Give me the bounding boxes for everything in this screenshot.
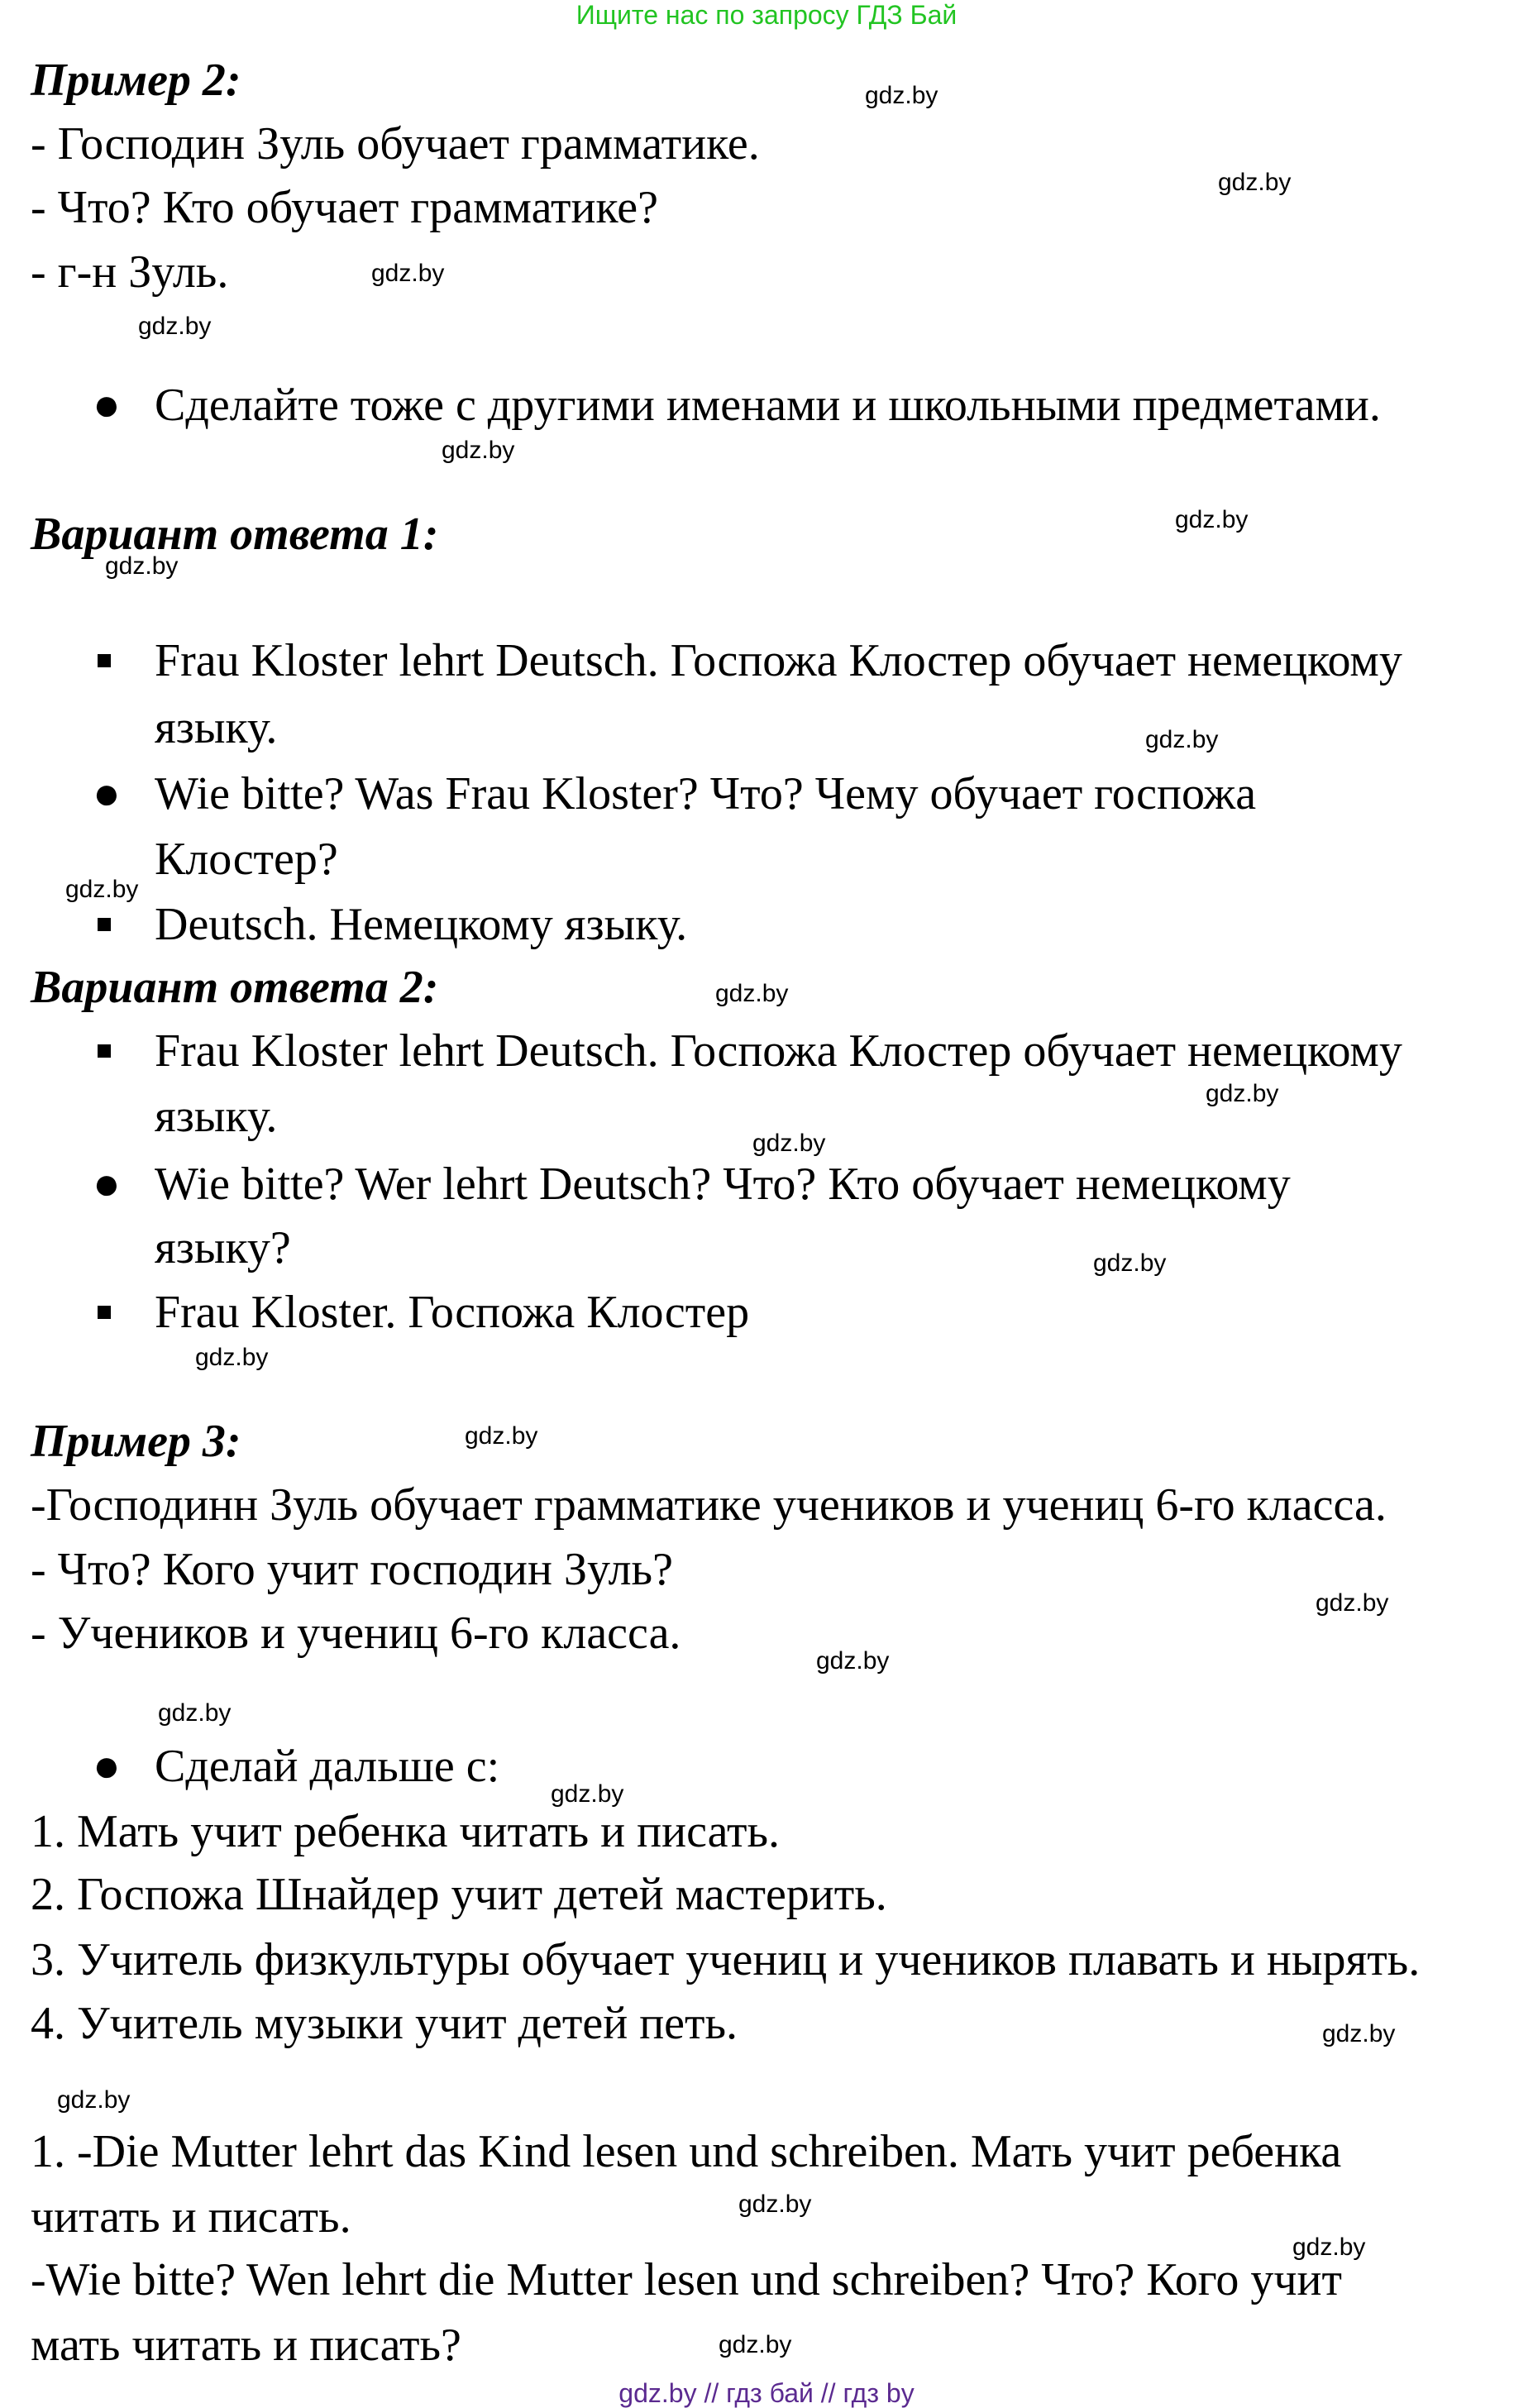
watermark: gdz.by: [371, 260, 445, 287]
list-item: Wie bitte? Was Frau Kloster? Что? Чему обучает госпожа: [155, 768, 1257, 819]
watermark: gdz.by: [65, 876, 139, 903]
numbered-item: 3. Учитель физкультуры обучает учениц и учеников плавать и нырять.: [31, 1934, 1421, 1985]
dialog-line: - г-н Зуль.: [31, 246, 229, 298]
watermark: gdz.by: [865, 82, 938, 109]
list-item: Frau Kloster. Госпожа Клостер: [155, 1287, 750, 1338]
list-item-continuation: языку?: [155, 1222, 291, 1273]
watermark: gdz.by: [442, 437, 515, 464]
numbered-item: 4. Учитель музыки учит детей петь.: [31, 1998, 738, 2049]
watermark: gdz.by: [715, 980, 789, 1007]
watermark: gdz.by: [816, 1647, 890, 1675]
watermark: gdz.by: [1093, 1249, 1167, 1277]
watermark: gdz.by: [738, 2191, 812, 2218]
watermark: gdz.by: [719, 2331, 792, 2358]
dialog-line: - Что? Кто обучает грамматике?: [31, 182, 658, 233]
round-bullet-icon: ●: [93, 1741, 121, 1792]
watermark: gdz.by: [195, 1344, 269, 1371]
footer-links: gdz.by // гдз бай // гдз by: [618, 2378, 915, 2408]
watermark: gdz.by: [138, 313, 212, 340]
watermark: gdz.by: [1316, 1589, 1389, 1617]
watermark: gdz.by: [105, 552, 179, 580]
variant-2-heading: Вариант ответа 2:: [31, 962, 439, 1013]
dialog-line: - Учеников и учениц 6-го класса.: [31, 1608, 681, 1659]
round-bullet-icon: ●: [93, 380, 121, 431]
watermark: gdz.by: [57, 2086, 131, 2114]
watermark: gdz.by: [1322, 2020, 1396, 2047]
answer-line: -Wie bitte? Wen lehrt die Mutter lesen und schreiben? Что? Кого учит: [31, 2254, 1342, 2305]
search-hint-banner: Ищите нас по запросу ГДЗ Бай: [575, 0, 958, 30]
square-bullet-icon: [98, 918, 111, 931]
square-bullet-icon: [98, 1044, 111, 1058]
answer-line: мать читать и писать?: [31, 2320, 461, 2371]
watermark: gdz.by: [752, 1130, 826, 1157]
list-item: Frau Kloster lehrt Deutsch. Госпожа Клостер обучает немецкому: [155, 635, 1402, 686]
watermark: gdz.by: [1175, 506, 1249, 533]
list-item: Deutsch. Немецкому языку.: [155, 899, 688, 950]
round-bullet-icon: ●: [93, 768, 121, 819]
watermark: gdz.by: [1206, 1080, 1279, 1107]
list-item-continuation: Клостер?: [155, 834, 338, 885]
watermark: gdz.by: [465, 1422, 538, 1450]
list-item: Frau Kloster lehrt Deutsch. Госпожа Клостер обучает немецкому: [155, 1025, 1402, 1077]
answer-line: 1. -Die Mutter lehrt das Kind lesen und schreiben. Мать учит ребенка: [31, 2126, 1342, 2177]
numbered-item: 2. Госпожа Шнайдер учит детей мастерить.: [31, 1869, 887, 1920]
dialog-line: - Господин Зуль обучает грамматике.: [31, 118, 760, 170]
watermark: gdz.by: [1292, 2234, 1366, 2261]
dialog-line: - Что? Кого учит господин Зуль?: [31, 1544, 673, 1595]
numbered-item: 1. Мать учит ребенка читать и писать.: [31, 1806, 781, 1857]
list-item-continuation: языку.: [155, 1091, 278, 1142]
watermark: gdz.by: [551, 1780, 624, 1808]
list-item-continuation: языку.: [155, 702, 278, 753]
list-item: Wie bitte? Wer lehrt Deutsch? Что? Кто обучает немецкому: [155, 1159, 1291, 1210]
dialog-line: -Господинн Зуль обучает грамматике учеников и учениц 6-го класса.: [31, 1479, 1387, 1531]
round-bullet-icon: ●: [93, 1159, 121, 1210]
variant-1-heading: Вариант ответа 1:: [31, 509, 439, 560]
square-bullet-icon: [98, 1306, 111, 1319]
watermark: gdz.by: [158, 1699, 232, 1727]
example-3-heading: Пример 3:: [31, 1416, 241, 1467]
example-2-heading: Пример 2:: [31, 55, 241, 106]
task-instruction: Сделай дальше с:: [155, 1741, 500, 1792]
square-bullet-icon: [98, 654, 111, 667]
watermark: gdz.by: [1145, 726, 1219, 753]
task-instruction: Сделайте тоже с другими именами и школьными предметами.: [155, 380, 1381, 431]
watermark: gdz.by: [1218, 169, 1292, 196]
answer-line: читать и писать.: [31, 2191, 351, 2243]
